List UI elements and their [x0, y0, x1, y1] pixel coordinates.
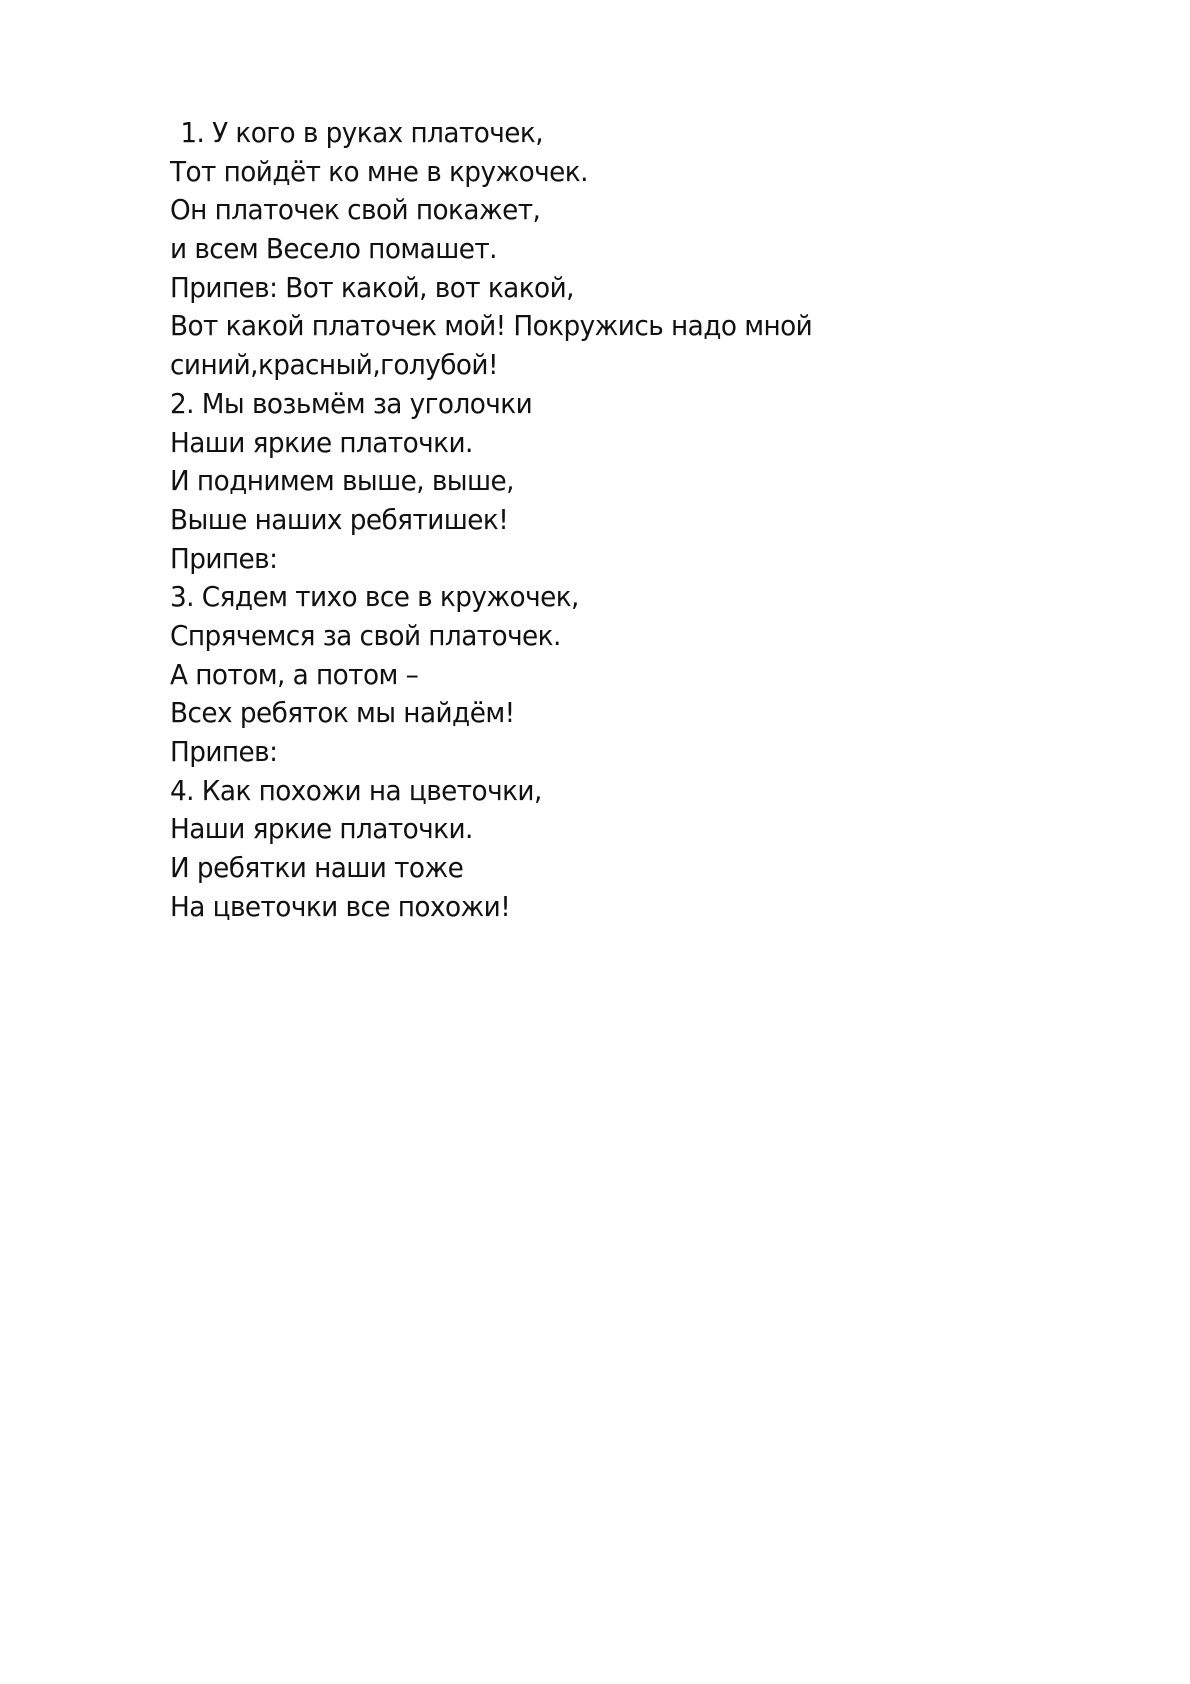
- lyrics-line: и всем Весело помашет.: [170, 232, 497, 266]
- lyrics-line: 3. Сядем тихо все в кружочек,: [170, 580, 579, 614]
- lyrics-line: И ребятки наши тоже: [170, 851, 464, 885]
- lyrics-line: Тот пойдёт ко мне в кружочек.: [170, 154, 588, 188]
- chorus-line: Припев: Вот какой, вот какой,: [170, 270, 574, 304]
- lyrics-line: 1. У кого в руках платочек,: [180, 116, 544, 149]
- lyrics-line: А потом, а потом –: [170, 657, 419, 691]
- lyrics-line: Он платочек свой покажет,: [170, 193, 541, 227]
- song-lyrics: [170, 114, 1130, 926]
- lyrics-line: 4. Как похожи на цветочки,: [170, 773, 542, 807]
- lyrics-line: Наши яркие платочки.: [170, 812, 473, 846]
- chorus-line: Вот какой платочек мой! Покружись надо мной: [170, 309, 813, 343]
- lyrics-line: 2. Мы возьмём за уголочки: [170, 386, 533, 420]
- chorus-label: Припев:: [170, 541, 278, 575]
- lyrics-line: Всех ребяток мы найдём!: [170, 696, 515, 730]
- lyrics-line: Спрячемся за свой платочек.: [170, 618, 561, 652]
- lyrics-line: Наши яркие платочки.: [170, 425, 473, 459]
- lyrics-line: И поднимем выше, выше,: [170, 464, 514, 498]
- chorus-label: Припев:: [170, 735, 278, 768]
- lyrics-line: Выше наших ребятишек!: [170, 502, 509, 536]
- lyrics-line: На цветочки все похожи!: [170, 889, 511, 923]
- chorus-line: синий,красный,голубой!: [170, 348, 498, 382]
